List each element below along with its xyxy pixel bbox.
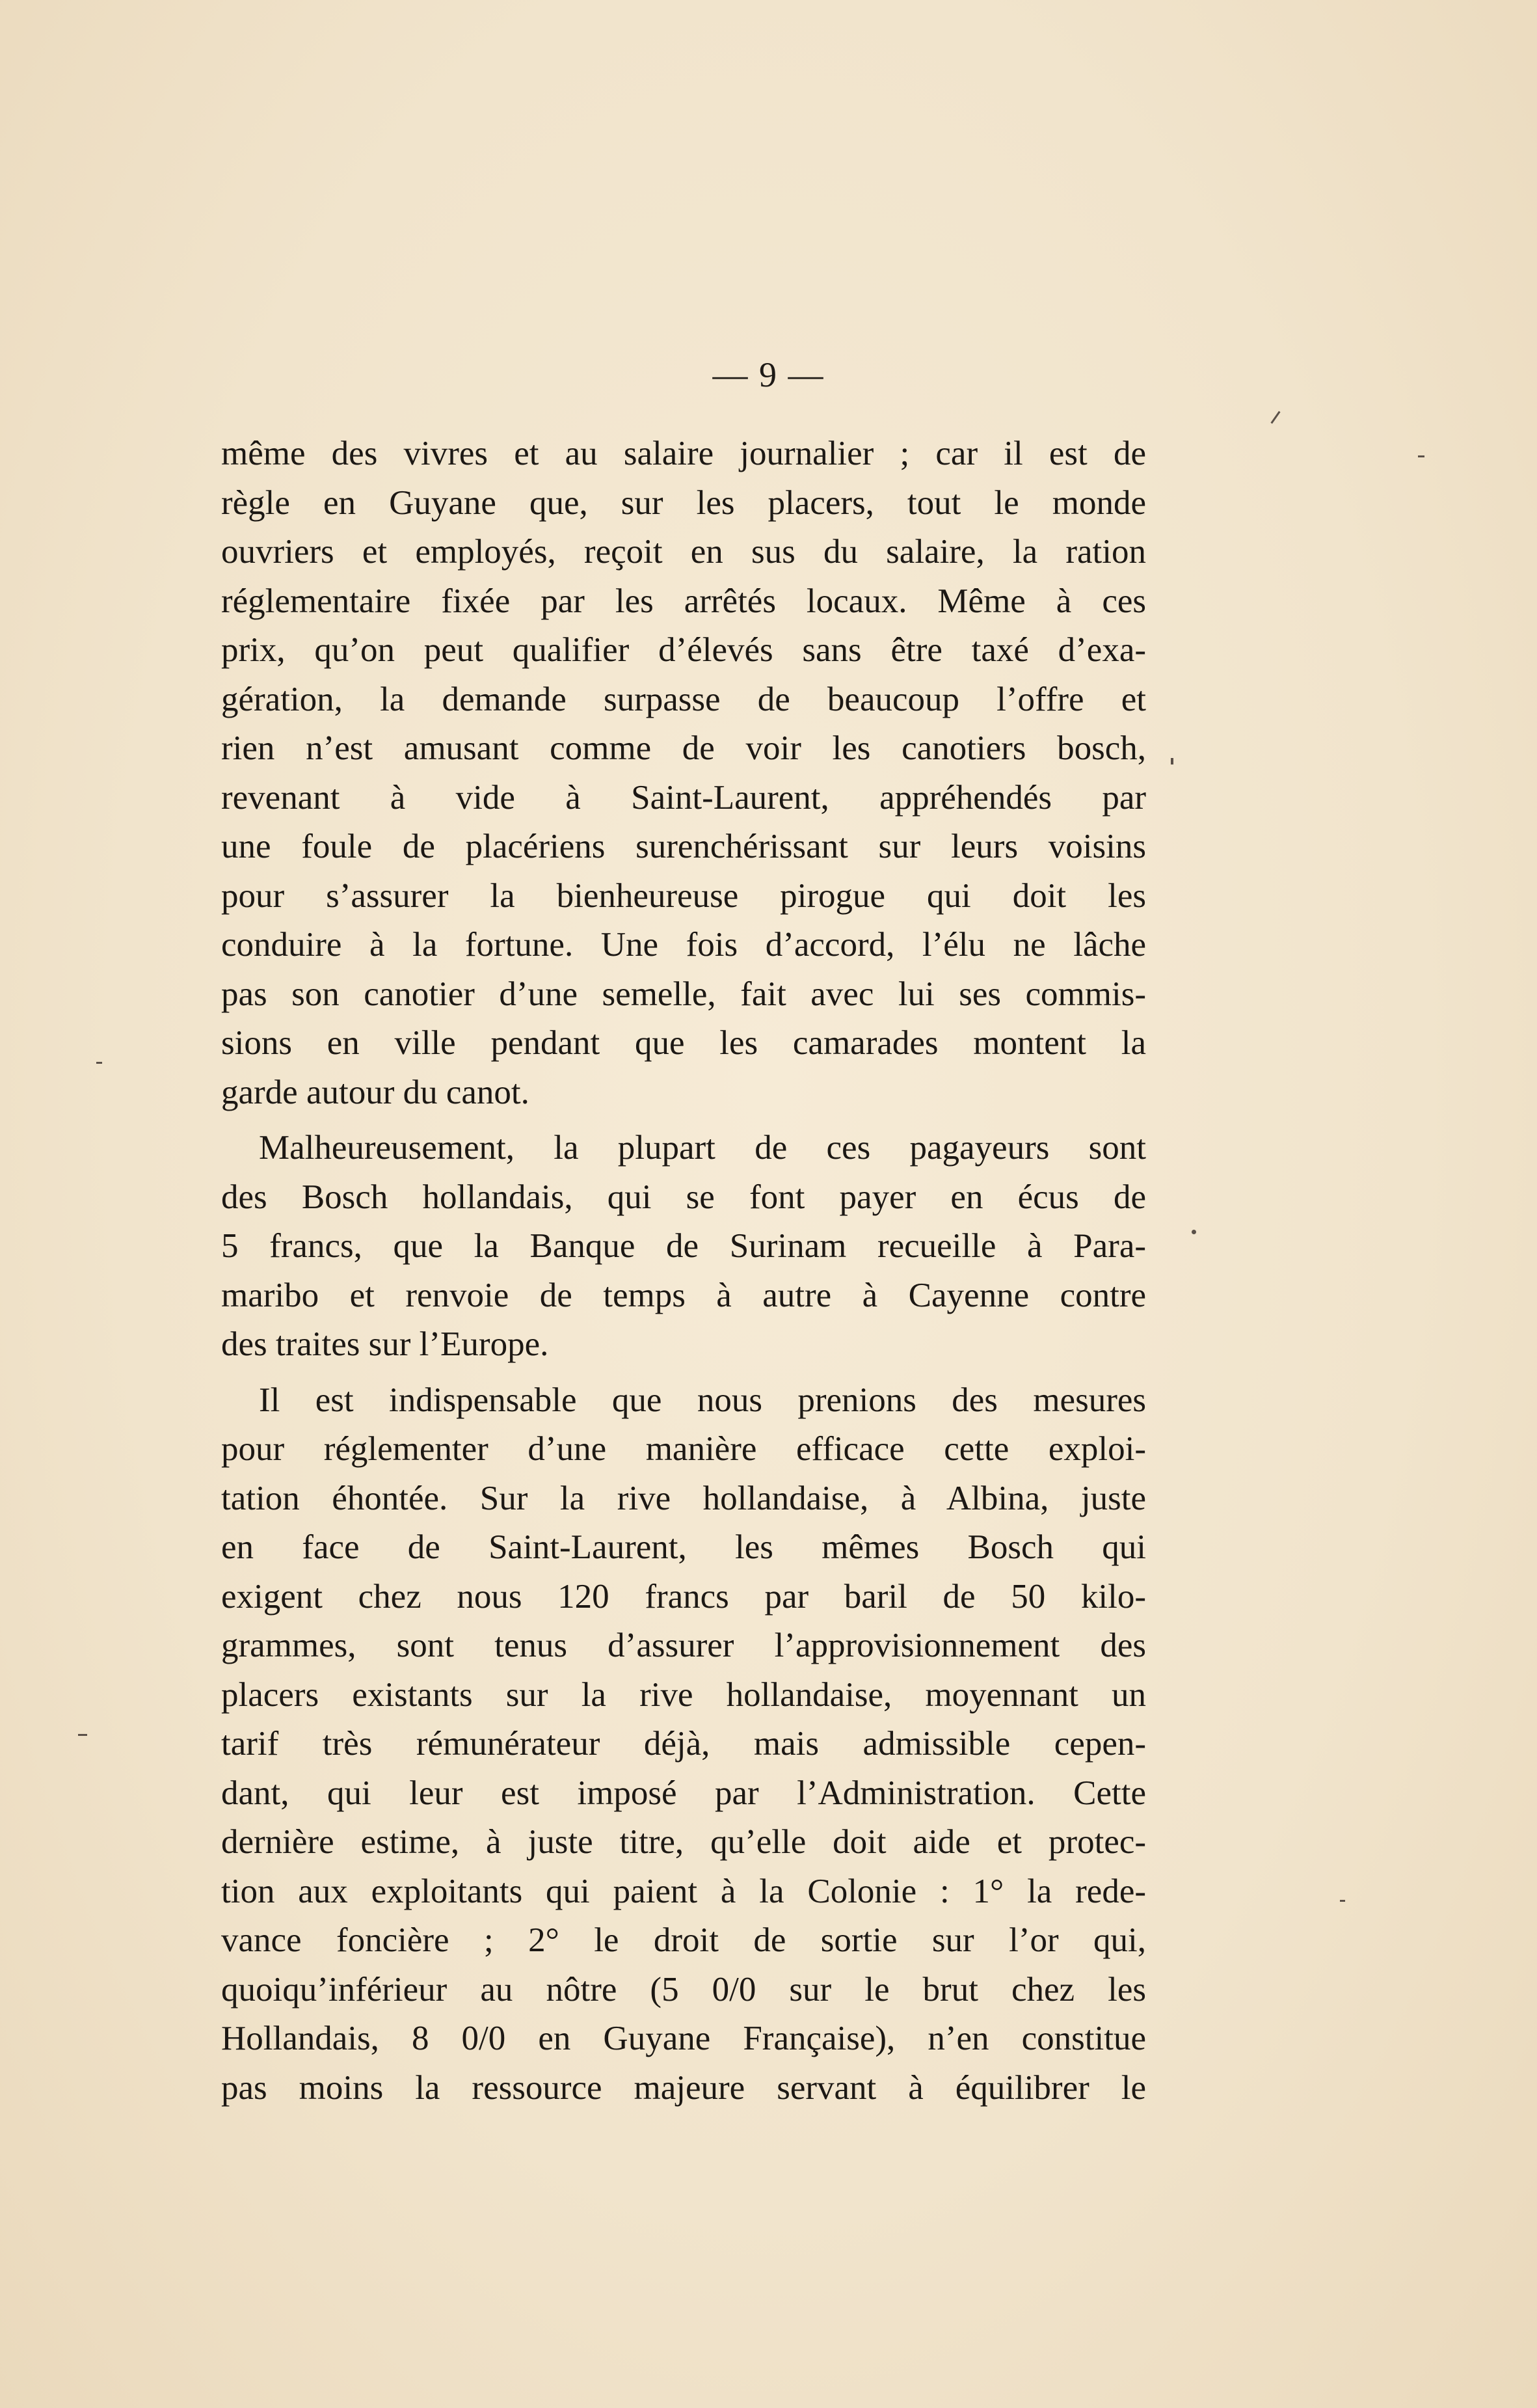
text-line: revenant à vide à Saint-Laurent, appréhendés par: [221, 778, 1146, 817]
paper-speck: [1418, 455, 1424, 457]
text-line: des Bosch hollandais, qui se font payer en écus de: [221, 1178, 1146, 1216]
body-text: [221, 429, 1146, 2113]
paper-speck: [1270, 411, 1280, 424]
paper-speck: [96, 1062, 102, 1064]
text-line: Il est indispensable que nous prenions des mesures: [259, 1381, 1146, 1419]
text-line: ouvriers et employés, reçoit en sus du salaire, la ration: [221, 533, 1146, 571]
text-line: même des vivres et au salaire journalier ; car il est de: [221, 435, 1146, 472]
text-line: règle en Guyane que, sur les placers, tout le monde: [221, 483, 1146, 522]
text-line: pas moins la ressource majeure servant à équilibrer le: [221, 2068, 1146, 2107]
text-line: tarif très rémunérateur déjà, mais admissible cepen-: [221, 1725, 1146, 1763]
text-line: tion aux exploitants qui paient à la Colonie : 1° la rede-: [221, 1872, 1146, 1910]
text-line: en face de Saint-Laurent, les mêmes Bosch qui: [221, 1528, 1146, 1566]
text-line: prix, qu’on peut qualifier d’élevés sans être taxé d’exa-: [221, 631, 1146, 669]
paper-speck: [1171, 758, 1173, 764]
paper-speck: [1192, 1230, 1196, 1234]
text-line: exigent chez nous 120 francs par baril de 50 kilo-: [221, 1577, 1146, 1616]
text-line: 5 francs, que la Banque de Surinam recueille à Para-: [221, 1227, 1146, 1265]
text-line: conduire à la fortune. Une fois d’accord, l’élu ne lâche: [221, 926, 1146, 964]
text-line: pour s’assurer la bienheureuse pirogue qui doit les: [221, 876, 1146, 915]
text-line: pour réglementer d’une manière efficace cette exploi-: [221, 1430, 1146, 1468]
text-line: quoiqu’inférieur au nôtre (5 0/0 sur le brut chez les: [221, 1970, 1146, 2009]
text-line: une foule de placériens surenchérissant sur leurs voisins: [221, 828, 1146, 865]
text-line: grammes, sont tenus d’assurer l’approvisionnement des: [221, 1627, 1146, 1664]
text-line: Hollandais, 8 0/0 en Guyane Française), n’en constitue: [221, 2020, 1146, 2057]
paragraph-2: [221, 1124, 1146, 1370]
text-line: garde autour du canot.: [221, 1073, 529, 1111]
text-line: des traites sur l’Europe.: [221, 1325, 549, 1363]
text-line: maribo et renvoie de temps à autre à Cayenne contre: [221, 1276, 1146, 1314]
text-line: placers existants sur la rive hollandaise, moyennant un: [221, 1675, 1146, 1714]
paragraph-1: [221, 429, 1146, 1117]
text-line: Malheureusement, la plupart de ces pagayeurs sont: [259, 1129, 1146, 1167]
text-line: vance foncière ; 2° le droit de sortie sur l’or qui,: [221, 1921, 1146, 1959]
text-line: pas son canotier d’une semelle, fait avec lui ses commis-: [221, 975, 1146, 1013]
text-line: sions en ville pendant que les camarades montent la: [221, 1024, 1146, 1062]
text-line: dant, qui leur est imposé par l’Administration. Cette: [221, 1774, 1146, 1812]
text-line: rien n’est amusant comme de voir les canotiers bosch,: [221, 729, 1146, 767]
text-line: réglementaire fixée par les arrêtés locaux. Même à ces: [221, 582, 1146, 620]
paper-speck: [1340, 1900, 1345, 1902]
paragraph-3: [221, 1376, 1146, 2113]
page-number: — 9 —: [712, 355, 825, 394]
text-line: gération, la demande surpasse de beaucoup l’offre et: [221, 680, 1146, 718]
paper-speck: [78, 1734, 87, 1736]
text-line: tation éhontée. Sur la rive hollandaise, à Albina, juste: [221, 1479, 1146, 1517]
text-line: dernière estime, à juste titre, qu’elle doit aide et protec-: [221, 1823, 1146, 1861]
